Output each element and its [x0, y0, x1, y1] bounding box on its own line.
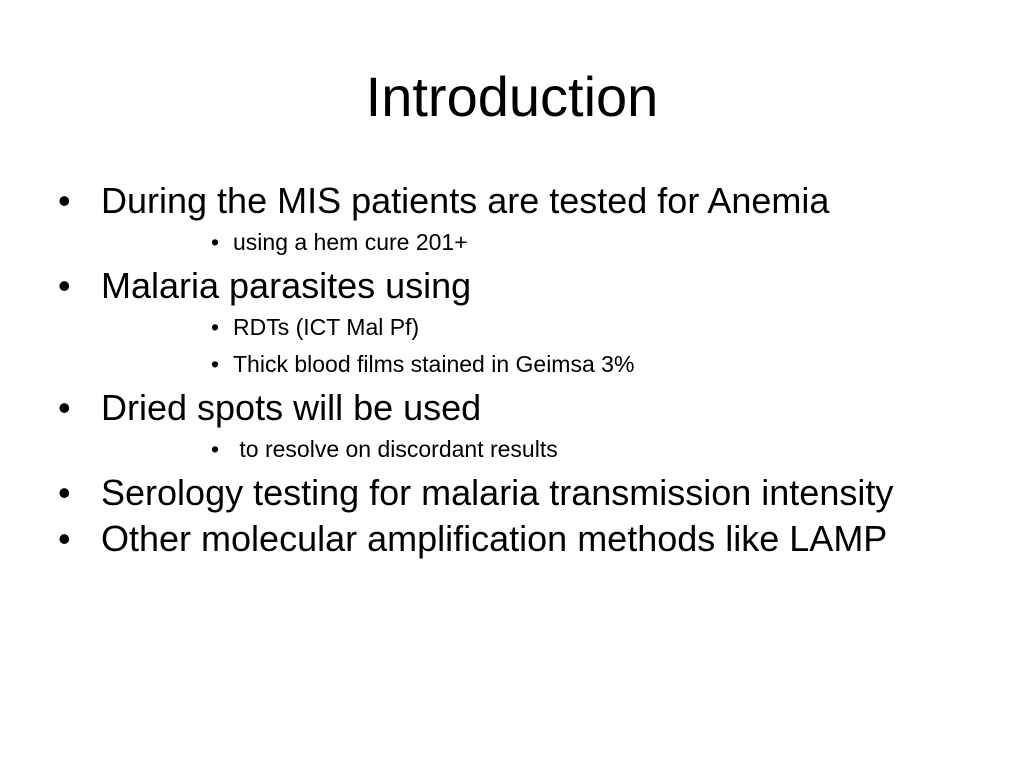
bullet-item — [58, 518, 958, 560]
slide-title: Introduction — [365, 65, 659, 128]
bullet-icon: • — [58, 472, 71, 513]
bullet-item — [58, 387, 958, 468]
bullet-list — [58, 180, 958, 564]
sub-bullet-icon: • — [211, 229, 220, 255]
bullet-item — [58, 180, 958, 261]
sub-bullet-text: RDTs (ICT Mal Pf) — [233, 314, 420, 340]
sub-list — [101, 224, 958, 261]
sub-bullet-item — [211, 431, 958, 468]
sub-bullet-icon: • — [211, 314, 220, 340]
bullet-icon: • — [58, 518, 71, 559]
sub-bullet-item — [211, 309, 958, 346]
bullet-text: During the MIS patients are tested for Anemia — [101, 180, 830, 221]
bullet-item — [58, 265, 958, 383]
sub-bullet-item — [211, 346, 958, 383]
bullet-icon: • — [58, 265, 71, 306]
bullet-text: Malaria parasites using — [101, 265, 472, 306]
bullet-icon: • — [58, 180, 71, 221]
sub-list — [101, 309, 958, 383]
bullet-item — [58, 472, 958, 514]
bullet-text: Dried spots will be used — [101, 387, 482, 428]
sub-bullet-text: to resolve on discordant results — [233, 436, 558, 462]
bullet-text: Serology testing for malaria transmission intensity — [101, 472, 894, 513]
sub-bullet-text: Thick blood films stained in Geimsa 3% — [233, 351, 635, 377]
sub-bullet-text: using a hem cure 201+ — [233, 229, 468, 255]
sub-bullet-icon: • — [211, 436, 220, 462]
bullet-icon: • — [58, 387, 71, 428]
bullet-text: Other molecular amplification methods like LAMP — [101, 518, 888, 559]
sub-bullet-item — [211, 224, 958, 261]
sub-bullet-icon: • — [211, 351, 220, 377]
sub-list — [101, 431, 958, 468]
